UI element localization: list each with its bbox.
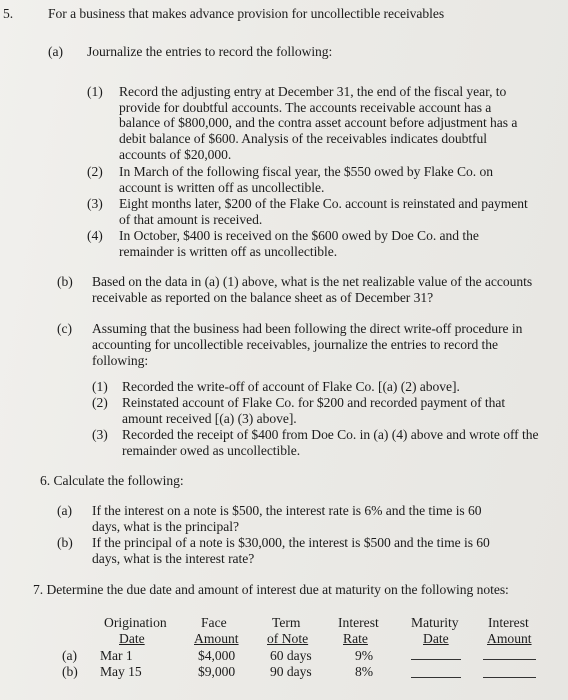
q5a-item4-line: remainder is written off as uncollectible. bbox=[119, 244, 338, 259]
row-b-rate: 8% bbox=[355, 664, 374, 679]
q5a-item3-line: of that amount is received. bbox=[119, 212, 263, 227]
q5a-item2-label: (2) bbox=[87, 164, 103, 179]
q5a-item1-line: accounts of $20,000. bbox=[119, 147, 232, 162]
row-b-term: 90 days bbox=[270, 664, 312, 679]
q5c-item3-label: (3) bbox=[92, 427, 108, 442]
q5a-item4-line: In October, $400 is received on the $600 owed by Doe Co. and the bbox=[119, 228, 479, 243]
q5a-item3-line: Eight months later, $200 of the Flake Co. account is reinstated and payment bbox=[119, 196, 528, 211]
header-face: Face bbox=[201, 615, 227, 630]
row-b-label: (b) bbox=[62, 664, 78, 679]
q5a-item1-line: debit balance of $600. Analysis of the receivables indicates doubtful bbox=[119, 131, 488, 146]
row-b-date: May 15 bbox=[100, 664, 142, 679]
header-origination-date: Date bbox=[119, 631, 145, 646]
q5c-label: (c) bbox=[57, 321, 72, 336]
row-a-rate: 9% bbox=[355, 648, 374, 663]
question-7-heading: 7. Determine the due date and amount of interest due at maturity on the following notes: bbox=[33, 582, 509, 597]
q5b-line: receivable as reported on the balance sheet as of December 31? bbox=[92, 290, 434, 305]
header-term: Term bbox=[272, 615, 301, 630]
q5c-item2-label: (2) bbox=[92, 395, 108, 410]
q5a-text: Journalize the entries to record the following: bbox=[87, 44, 333, 59]
row-a-face: $4,000 bbox=[198, 648, 236, 663]
q6b-line: days, what is the interest rate? bbox=[92, 551, 255, 566]
header-origination: Origination bbox=[104, 615, 167, 630]
q5a-item3-label: (3) bbox=[87, 196, 103, 211]
question-6-heading: 6. Calculate the following: bbox=[40, 473, 184, 488]
row-b-maturity-blank bbox=[411, 677, 461, 678]
q5a-item2-line: In March of the following fiscal year, the $550 owed by Flake Co. on bbox=[119, 164, 493, 179]
q5a-item4-label: (4) bbox=[87, 228, 103, 243]
q6b-label: (b) bbox=[57, 535, 73, 550]
q5a-label: (a) bbox=[48, 44, 63, 59]
q5c-item3-line: remainder owed as uncollectible. bbox=[122, 443, 301, 458]
row-a-label: (a) bbox=[62, 648, 77, 663]
q6b-line: If the principal of a note is $30,000, the interest is $500 and the time is 60 bbox=[92, 535, 490, 550]
header-interest-rate: Rate bbox=[343, 631, 368, 646]
q5c-item1-line: Recorded the write-off of account of Flake Co. [(a) (2) above]. bbox=[122, 379, 460, 394]
header-term-of-note: of Note bbox=[267, 631, 309, 646]
q5a-item1-label: (1) bbox=[87, 84, 103, 99]
header-maturity: Maturity bbox=[411, 615, 459, 630]
q5c-item1-label: (1) bbox=[92, 379, 108, 394]
header-interest: Interest bbox=[338, 615, 379, 630]
q5a-item1-line: balance of $800,000, and the contra asset account before adjustment has a bbox=[119, 115, 518, 130]
q5c-line: accounting for uncollectible receivables, journalize the entries to record the bbox=[92, 337, 498, 352]
q5c-item2-line: Reinstated account of Flake Co. for $200 and recorded payment of that bbox=[122, 395, 506, 410]
q6a-line: If the interest on a note is $500, the interest rate is 6% and the time is 60 bbox=[92, 503, 482, 518]
q5a-item1-line: Record the adjusting entry at December 31, the end of the fiscal year, to bbox=[119, 84, 507, 99]
header-interest-amount-2: Amount bbox=[487, 631, 532, 646]
row-a-interest-blank bbox=[483, 659, 536, 660]
q6a-line: days, what is the principal? bbox=[92, 519, 239, 534]
header-maturity-date: Date bbox=[423, 631, 449, 646]
row-a-date: Mar 1 bbox=[100, 648, 133, 663]
header-face-amount: Amount bbox=[194, 631, 239, 646]
q5c-line: Assuming that the business had been following the direct write-off procedure in bbox=[92, 321, 523, 336]
row-b-interest-blank bbox=[483, 677, 536, 678]
q5a-item1-line: provide for doubtful accounts. The accounts receivable account has a bbox=[119, 100, 492, 115]
q5b-line: Based on the data in (a) (1) above, what is the net realizable value of the accounts bbox=[92, 274, 533, 289]
question-5-intro: For a business that makes advance provision for uncollectible receivables bbox=[48, 6, 445, 21]
q6a-label: (a) bbox=[57, 503, 72, 518]
header-interest-amount-1: Interest bbox=[488, 615, 529, 630]
row-b-face: $9,000 bbox=[198, 664, 236, 679]
row-a-maturity-blank bbox=[411, 659, 461, 660]
q5c-item2-line: amount received [(a) (3) above]. bbox=[122, 411, 297, 426]
q5c-line: following: bbox=[92, 353, 149, 368]
q5c-item3-line: Recorded the receipt of $400 from Doe Co. in (a) (4) above and wrote off the bbox=[122, 427, 539, 442]
q5a-item2-line: account is written off as uncollectible. bbox=[119, 180, 325, 195]
row-a-term: 60 days bbox=[270, 648, 312, 663]
q5b-label: (b) bbox=[57, 274, 73, 289]
question-5-number: 5. bbox=[3, 6, 14, 21]
